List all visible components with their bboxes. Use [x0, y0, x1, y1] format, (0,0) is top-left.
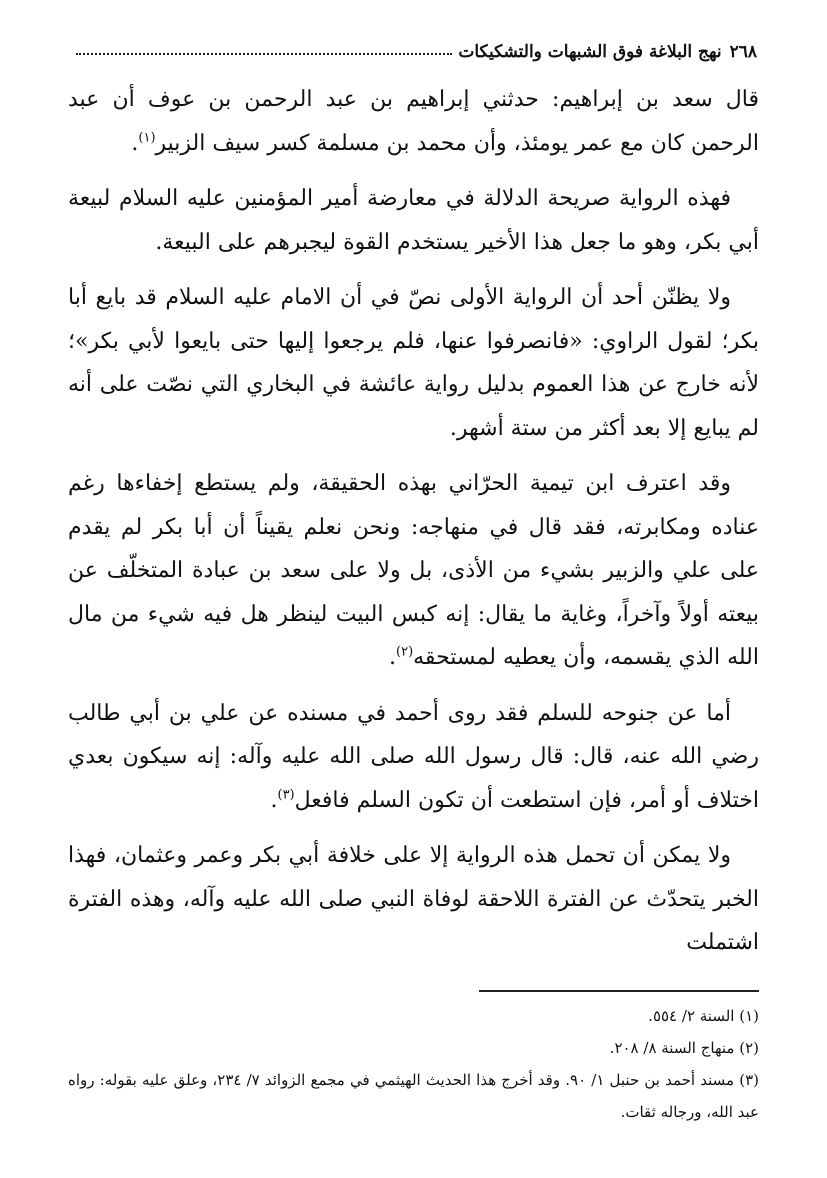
paragraph-3: ولا يظنّن أحد أن الرواية الأولى نصّ في أن الامام عليه السلام قد بايع أبا بكر؛ لقول الراوي: «فانصرفوا عنها، فلم يرجعوا إليها حتى بايعوا لأبي بكر»؛ لأنه خارج عن هذا العموم بدليل رواية عائشة في البخاري التي نصّت على أنه لم يبايع إلا بعد أكثر من ستة أشهر. — [68, 285, 759, 441]
paragraph-6: ولا يمكن أن تحمل هذه الرواية إلا على خلافة أبي بكر وعمر وعثمان، فهذا الخبر يتحدّث عن الفترة اللاحقة لوفاة النبي صلى الله عليه وآله، وهذه الفترة اشتملت — [68, 843, 759, 955]
paragraph-4: وقد اعترف ابن تيمية الحرّاني بهذه الحقيقة، ولم يستطع إخفاءها رغم عناده ومكابرته، فقد قال في منهاجه: ونحن نعلم يقيناً أن أبا بكر لم يقدم على علي والزبير بشيء من الأذى، بل ولا على سعد بن عبادة المتخلّف عن بيعته أولاً وآخراً، وغاية ما يقال: إنه كبس البيت لينظر هل فيه شيء من مال الله الذي يقسمه، وأن يعطيه لمستحقه$^{(٢)}$. — [68, 471, 759, 670]
paragraph-1: قال سعد بن إبراهيم: حدثني إبراهيم بن عبد الرحمن بن عوف أن عبد الرحمن كان مع عمر يومئذ، وأن محمد بن مسلمة كسر سيف الزبير$^{(١)}$. — [68, 87, 759, 156]
footnote-separator — [479, 990, 759, 992]
footnote-1: (١) السنة ٢/ ٥٥٤. — [648, 1007, 759, 1025]
page-number: ٢٦٨ — [729, 42, 757, 62]
running-header — [70, 32, 757, 62]
header-leader-dots — [76, 53, 452, 55]
footnote-3: (٣) مسند أحمد بن حنبل ١/ ٩٠. وقد أخرج هذا الحديث الهيثمي في مجمع الزوائد ٧/ ٢٣٤، وعلق عليه بقوله: رواه عبد الله، ورجاله ثقات. — [68, 1071, 759, 1121]
footnote-ref-3[interactable]: (٣) — [277, 787, 295, 803]
footnotes — [68, 1000, 759, 1128]
body-text — [68, 78, 759, 977]
footnote-ref-1[interactable]: (١) — [138, 130, 156, 146]
paragraph-2: فهذه الرواية صريحة الدلالة في معارضة أمير المؤمنين عليه السلام لبيعة أبي بكر، وهو ما جعل هذا الأخير يستخدم القوة ليجبرهم على البيعة. — [68, 186, 759, 255]
paragraph-5: أما عن جنوحه للسلم فقد روى أحمد في مسنده عن علي بن أبي طالب رضي الله عنه، قال: قال رسول الله صلى الله عليه وآله: إنه سيكون بعدي اختلاف أو أمر، فإن استطعت أن تكون السلم فافعل$^{(٣)}$. — [68, 700, 759, 813]
book-title: نهج البلاغة فوق الشبهات والتشكيكات — [458, 42, 722, 62]
footnote-ref-2[interactable]: (٢) — [396, 644, 414, 660]
footnote-2: (٢) منهاج السنة ٨/ ٢٠٨. — [609, 1039, 759, 1057]
